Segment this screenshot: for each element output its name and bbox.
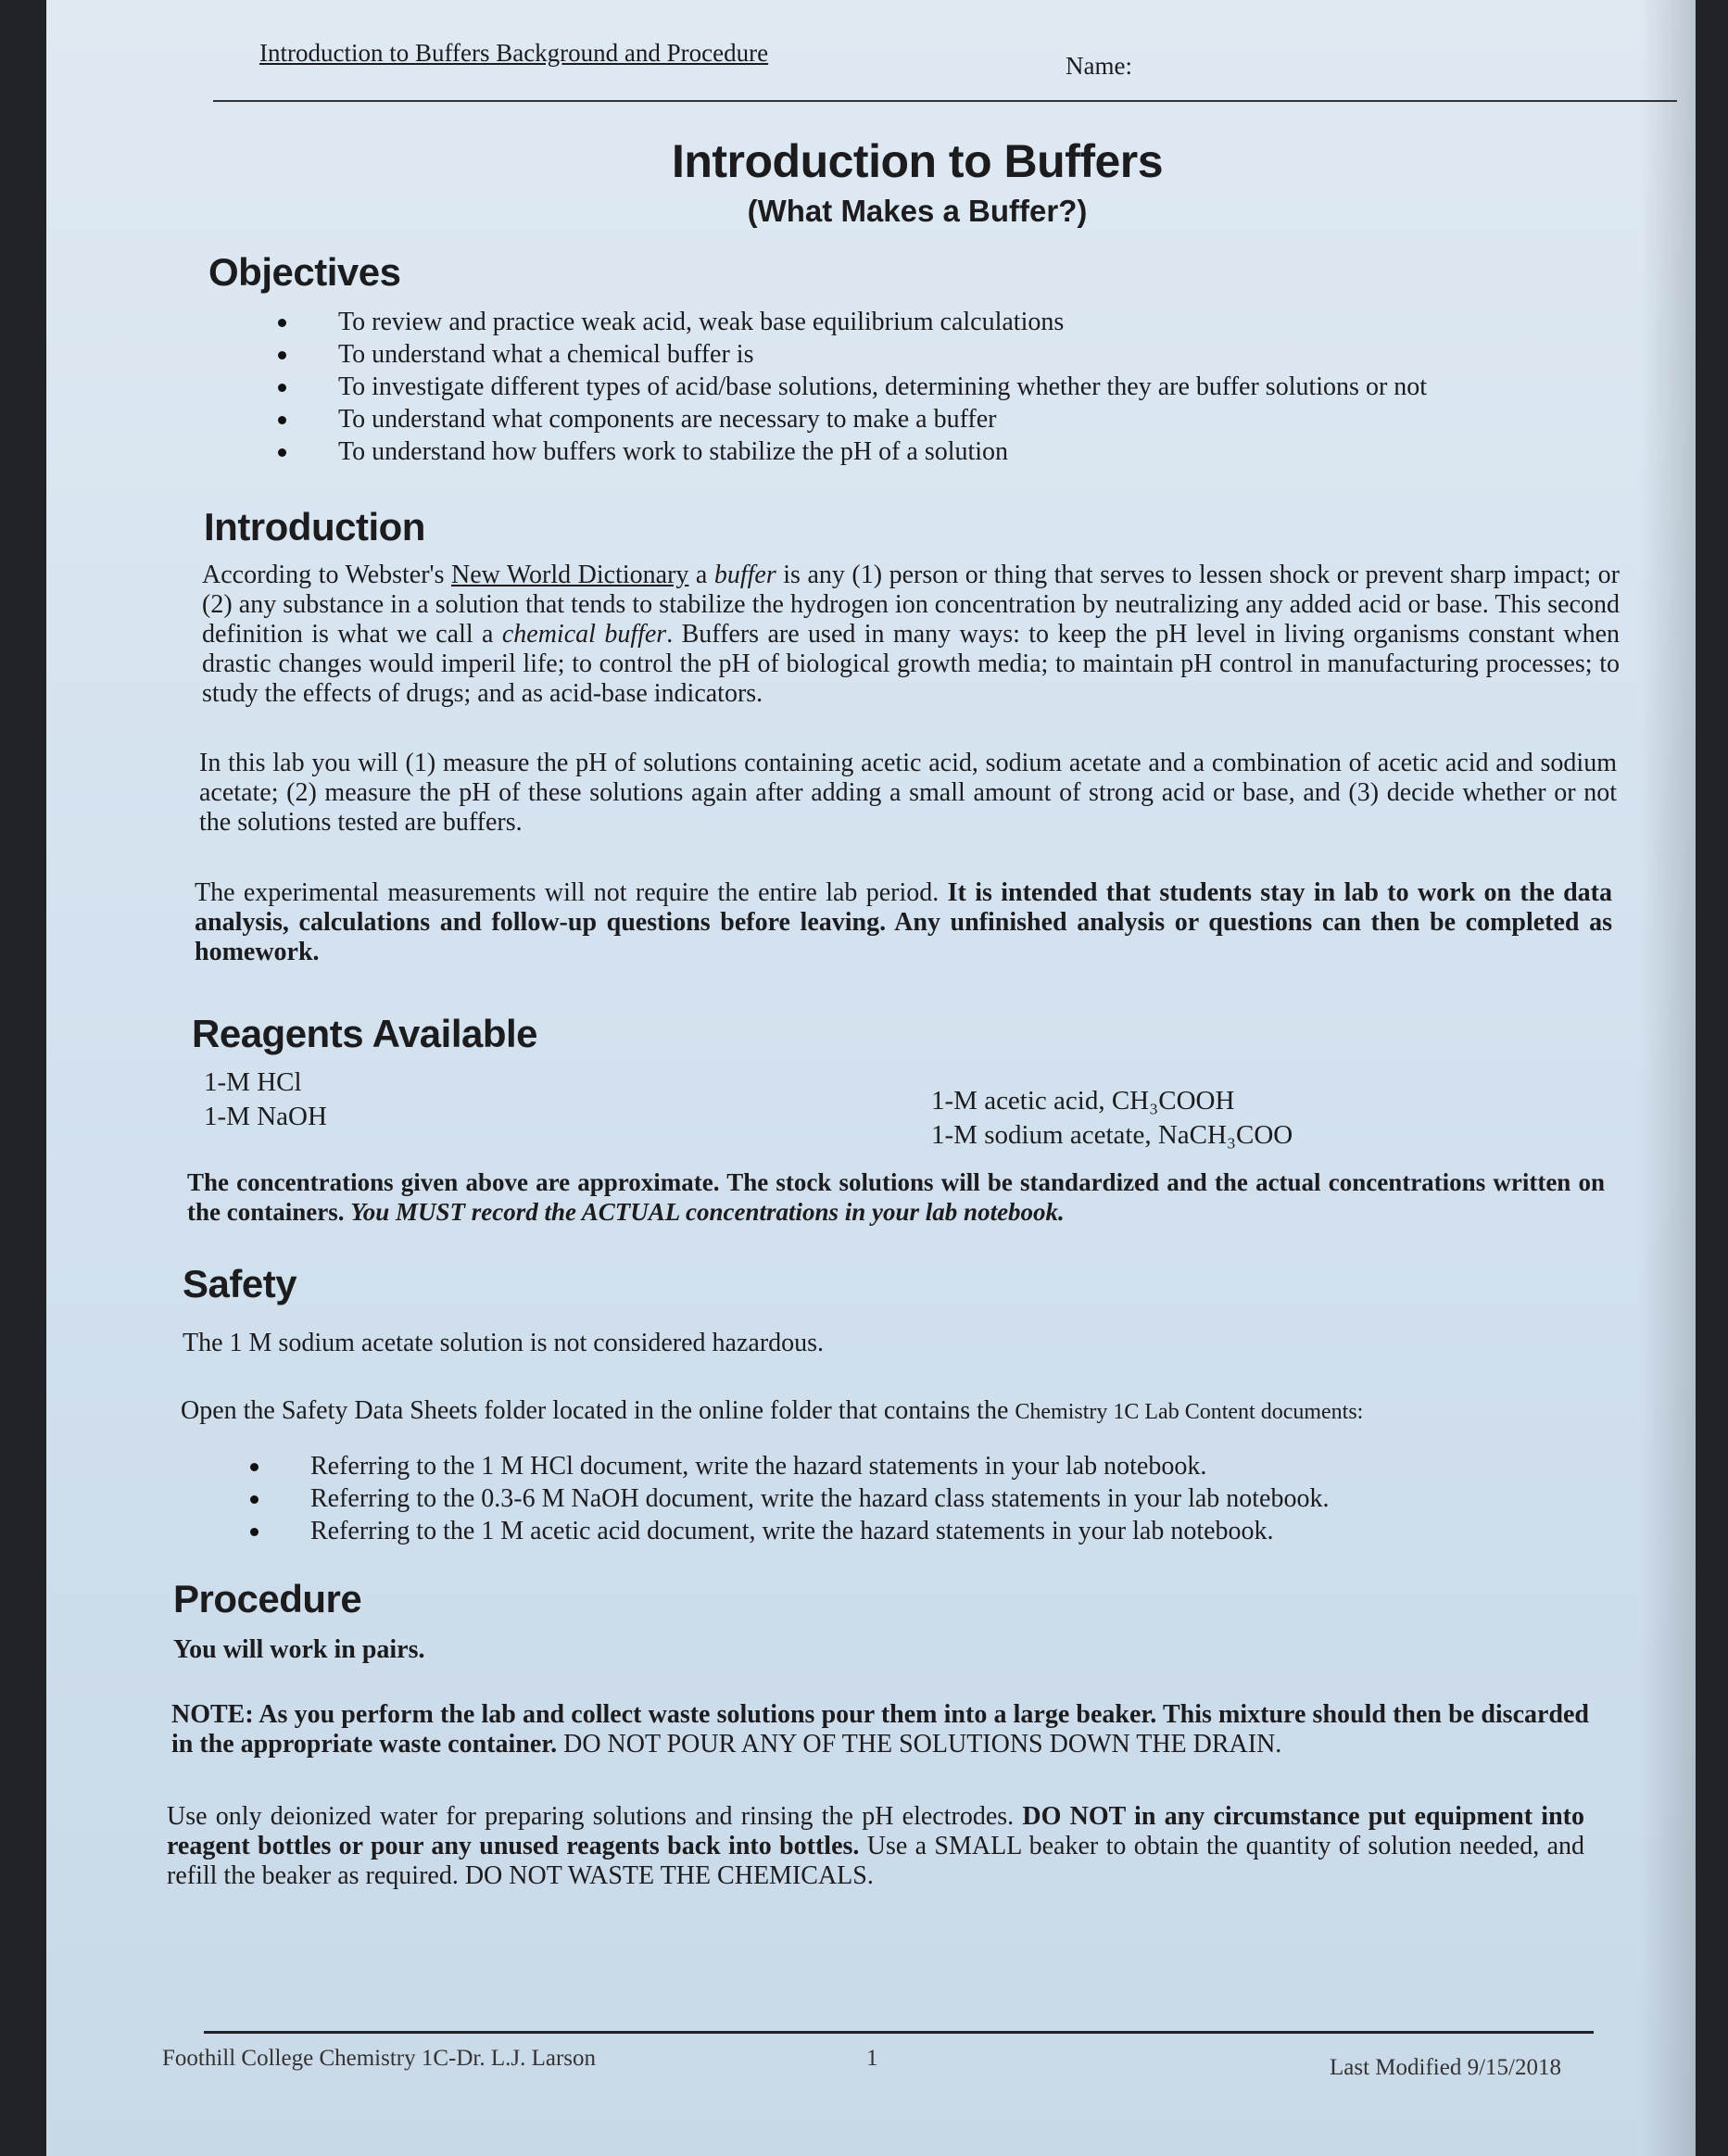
- reagents-note: [187, 1167, 1605, 1227]
- safety-paragraph-2: [181, 1396, 1598, 1427]
- intro-paragraph-2: In this lab you will (1) measure the pH of solutions containing acetic acid, sodium acetate and a combination of acetic acid and sodium acetate; (2) measure the pH of these solutions again after adding a small amount of strong acid or base, and (3) decide whether or not the solutions tested are buffers.: [199, 749, 1617, 837]
- text-run: . Buffers are used in many ways: to keep the pH level in living organisms constant when drastic changes would imperil life; to control the pH of biological growth media; to maintain pH control in manufacturing processes; to study the effects of drugs; and as acid-base indicators.: [202, 620, 1620, 708]
- procedure-paragraph-1: You will work in pairs.: [173, 1635, 425, 1664]
- list-item: To understand how buffers work to stabilize the pH of a solution: [250, 435, 1640, 468]
- page-title: Introduction to Buffers: [671, 135, 1164, 187]
- footer-right: Last Modified 9/15/2018: [1330, 2055, 1561, 2080]
- footer-divider: [204, 2031, 1594, 2034]
- list-item: 1-M sodium acetate, NaCH₃COO: [931, 1120, 1293, 1150]
- record-concentrations-note: You MUST record the ACTUAL concentrations in your lab notebook.: [350, 1198, 1065, 1226]
- text-run: Chemistry 1C Lab Content documents:: [1015, 1400, 1364, 1424]
- list-item: Referring to the 1 M acetic acid document, write the hazard statements in your lab notebook.: [222, 1515, 1612, 1547]
- introduction-heading: Introduction: [204, 505, 425, 548]
- page-number: 1: [866, 2046, 878, 2071]
- page-edge-shadow: [1640, 0, 1696, 2156]
- buffer-term: buffer: [713, 561, 776, 589]
- footer-left: Foothill College Chemistry 1C-Dr. L.J. Larson: [162, 2046, 597, 2071]
- objectives-list: [250, 306, 1640, 468]
- list-item: To understand what components are necessary to make a buffer: [250, 403, 1640, 435]
- reagents-left-list: [204, 1065, 327, 1134]
- page-subtitle: (What Makes a Buffer?): [747, 194, 1088, 228]
- chemical-buffer-term: chemical buffer: [501, 620, 667, 649]
- list-item: 1-M acetic acid, CH₃COOH: [931, 1086, 1235, 1116]
- reagents-heading: Reagents Available: [192, 1012, 538, 1055]
- intro-paragraph-3: [195, 878, 1612, 967]
- list-item: To understand what a chemical buffer is: [250, 338, 1640, 371]
- text-run: Use only deionized water for preparing solutions and rinsing the pH electrodes.: [167, 1802, 1023, 1831]
- list-item: Referring to the 1 M HCl document, write the hazard statements in your lab notebook.: [222, 1450, 1612, 1482]
- safety-list: [222, 1450, 1612, 1547]
- safety-paragraph-1: The 1 M sodium acetate solution is not considered hazardous.: [183, 1329, 825, 1357]
- procedure-paragraph-3: [167, 1802, 1584, 1891]
- page-header: [213, 33, 1677, 102]
- dictionary-title: New World Dictionary: [450, 561, 689, 589]
- text-run: Use a SMALL beaker to obtain the quantity of solution needed, and refill the beaker as required. DO NOT WASTE THE CHEMICALS.: [167, 1832, 1584, 1890]
- objectives-heading: Objectives: [208, 250, 401, 294]
- list-item: 1-M NaOH: [204, 1102, 327, 1131]
- text-run: The experimental measurements will not require the entire lab period.: [195, 878, 948, 907]
- text-run: It is intended that students stay in lab to work on the data analysis, calculations and follow-up questions before leaving. Any unfinished analysis or questions can then be completed as homework.: [195, 878, 1612, 966]
- text-run: a: [688, 561, 714, 589]
- text-run: NOTE: As you perform the lab and collect waste solutions pour them into a large beaker. This mixture should then be discarded in the appropriate waste container.: [171, 1700, 1589, 1759]
- list-item: To investigate different types of acid/base solutions, determining whether they are buffer solutions or not: [250, 371, 1640, 403]
- text-run: DO NOT POUR ANY OF THE SOLUTIONS DOWN THE DRAIN.: [563, 1730, 1282, 1759]
- header-title: Introduction to Buffers Background and Procedure: [259, 39, 769, 67]
- list-item: To review and practice weak acid, weak base equilibrium calculations: [250, 306, 1640, 338]
- name-label: Name:: [1066, 52, 1132, 80]
- reagents-right-list: [931, 1084, 1293, 1153]
- text-run: is any (1) person or thing that serves to lessen shock or prevent sharp impact; or (2) any substance in a solution that tends to stabilize the hydrogen ion concentration by neutralizing any added acid or base. This second definition is what we call a: [202, 561, 1620, 649]
- document-page: [46, 0, 1696, 2156]
- safety-heading: Safety: [183, 1262, 297, 1305]
- text-run: According to Webster's: [202, 561, 451, 589]
- procedure-note: [171, 1700, 1589, 1759]
- text-run: Open the Safety Data Sheets folder located in the online folder that contains the: [181, 1396, 1015, 1425]
- procedure-heading: Procedure: [173, 1577, 362, 1620]
- list-item: 1-M HCl: [204, 1067, 302, 1097]
- intro-paragraph-1: [202, 561, 1620, 709]
- text-run: The concentrations given above are approximate. The stock solutions will be standardized and the actual concentrations written on the containers.: [187, 1168, 1605, 1226]
- text-run: DO NOT in any circumstance put equipment into reagent bottles or pour any unused reagents back into bottles.: [167, 1802, 1584, 1860]
- list-item: Referring to the 0.3-6 M NaOH document, write the hazard class statements in your lab notebook.: [222, 1482, 1612, 1515]
- title-block: [46, 134, 1728, 229]
